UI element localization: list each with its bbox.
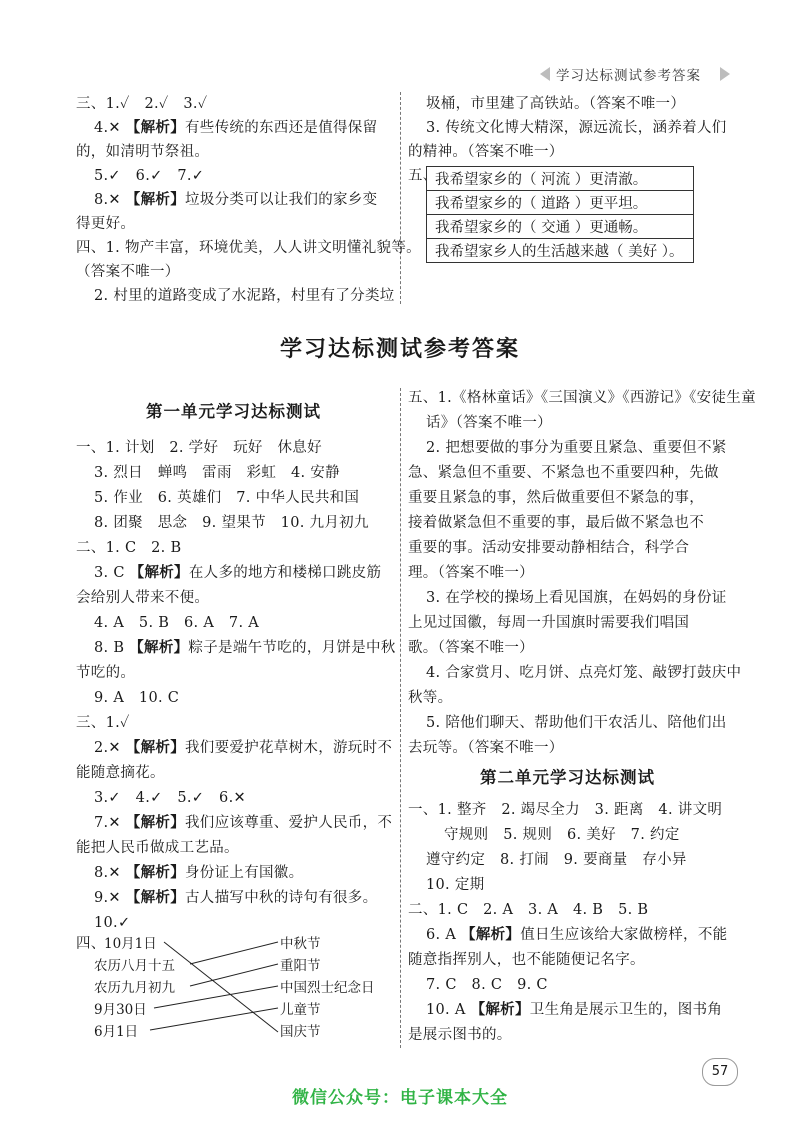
match-right-item: 国庆节 bbox=[280, 1024, 321, 1040]
answer-line: 3. 烈日 蝉鸣 雷雨 彩虹 4. 安静 bbox=[94, 465, 340, 481]
answer-line: 接着做紧急但不重要的事，最后做不紧急也不 bbox=[408, 515, 704, 531]
answer-line: 守规则 5. 规则 6. 美好 7. 约定 bbox=[444, 827, 680, 843]
wish-table-cell: 我希望家乡人的生活越来越（ 美好 ）。 bbox=[427, 239, 694, 263]
answer-line: 理。（答案不唯一） bbox=[408, 565, 534, 581]
matching-diagram bbox=[80, 930, 400, 1040]
answer-line: 三、1.✓ 2.✓ 3.✓ bbox=[76, 96, 208, 112]
answer-line: 3. C 【解析】在人多的地方和楼梯口跳皮筋 bbox=[94, 564, 382, 581]
answer-line: 节吃的。 bbox=[76, 665, 136, 681]
answer-line: 2. 把想要做的事分为重要且紧急、重要但不紧 bbox=[426, 440, 727, 456]
answer-line: 一、1. 整齐 2. 竭尽全力 3. 距离 4. 讲文明 bbox=[408, 802, 723, 818]
analysis-marker: 【解析】 bbox=[125, 191, 185, 208]
answer-line: 7. C 8. C 9. C bbox=[426, 977, 548, 993]
header-right-triangle-icon bbox=[720, 67, 730, 81]
wish-table-cell: 我希望家乡的（ 道路 ）更平坦。 bbox=[427, 191, 694, 215]
section-label: 四、 bbox=[76, 936, 106, 952]
answer-line: 遵守约定 8. 打闹 9. 要商量 存小异 bbox=[426, 852, 687, 868]
answer-line: 9. A 10. C bbox=[94, 690, 180, 706]
analysis-marker: 【解析】 bbox=[125, 864, 185, 881]
answer-line: 能随意摘花。 bbox=[76, 765, 165, 781]
match-line bbox=[190, 964, 278, 986]
answer-line: 6. A 【解析】值日生应该给大家做榜样，不能 bbox=[426, 926, 728, 943]
analysis-marker: 【解析】 bbox=[129, 639, 189, 656]
answer-line: 10.✓ bbox=[94, 915, 131, 931]
answer-line: 5.✓ 6.✓ 7.✓ bbox=[94, 168, 205, 184]
answer-line: 5. 作业 6. 英雄们 7. 中华人民共和国 bbox=[94, 490, 360, 506]
analysis-marker: 【解析】 bbox=[125, 119, 185, 136]
analysis-marker: 【解析】 bbox=[470, 1001, 530, 1018]
running-header-title: 学习达标测试参考答案 bbox=[556, 68, 701, 84]
answer-line: 8. B 【解析】粽子是端午节吃的，月饼是中秋 bbox=[94, 639, 396, 656]
running-header bbox=[540, 62, 730, 84]
answer-line: 秋等。 bbox=[408, 690, 453, 706]
answer-line: 重要的事。活动安排要动静相结合，科学合 bbox=[408, 540, 690, 556]
match-right-item: 儿童节 bbox=[280, 1002, 321, 1018]
answer-line: 去玩等。（答案不唯一） bbox=[408, 740, 564, 756]
page-number: 57 bbox=[702, 1058, 738, 1086]
answer-line: 会给别人带来不便。 bbox=[76, 590, 210, 606]
answer-line: 10. 定期 bbox=[426, 877, 485, 893]
analysis-marker: 【解析】 bbox=[129, 564, 189, 581]
top-column-divider bbox=[400, 92, 401, 304]
answer-line: 随意指挥别人，也不能随便记名字。 bbox=[408, 952, 645, 968]
answer-line: 5. 陪他们聊天、帮助他们干农活儿、陪他们出 bbox=[426, 715, 727, 731]
analysis-marker: 【解析】 bbox=[125, 814, 185, 831]
match-right-item: 中秋节 bbox=[280, 936, 321, 952]
answer-line: 4.✕ 【解析】有些传统的东西还是值得保留 bbox=[94, 119, 378, 136]
match-left-item: 10月1日 bbox=[104, 936, 157, 952]
answer-line: 4. A 5. B 6. A 7. A bbox=[94, 615, 260, 631]
match-left-item: 6月1日 bbox=[94, 1024, 139, 1040]
footer-watermark: 微信公众号：电子课本大全 bbox=[292, 1088, 508, 1108]
answer-line: （答案不唯一） bbox=[76, 264, 180, 280]
answer-line: 3.✓ 4.✓ 5.✓ 6.✕ bbox=[94, 790, 246, 806]
answer-line: 8. 团聚 思念 9. 望果节 10. 九月初九 bbox=[94, 515, 369, 531]
wish-table bbox=[426, 166, 694, 263]
analysis-marker: 【解析】 bbox=[461, 926, 521, 943]
match-line bbox=[154, 986, 278, 1008]
answer-line: 二、1. C 2. A 3. A 4. B 5. B bbox=[408, 902, 649, 918]
answer-line: 话》（答案不唯一） bbox=[426, 415, 552, 431]
match-left-item: 农历九月初九 bbox=[94, 980, 175, 996]
bottom-column-divider bbox=[400, 388, 401, 1048]
match-right-item: 重阳节 bbox=[280, 958, 321, 974]
answer-line: 是展示图书的。 bbox=[408, 1027, 512, 1043]
match-lines bbox=[80, 930, 400, 1040]
answer-line: 能把人民币做成工艺品。 bbox=[76, 840, 239, 856]
answer-line: 三、1.✓ bbox=[76, 715, 130, 731]
answer-line: 一、1. 计划 2. 学好 玩好 休息好 bbox=[76, 440, 322, 456]
answer-line: 四、1. 物产丰富，环境优美，人人讲文明懂礼貌等。 bbox=[76, 240, 421, 256]
answer-line: 圾桶，市里建了高铁站。（答案不唯一） bbox=[426, 96, 686, 112]
wish-table-cell: 我希望家乡的（ 河流 ）更清澈。 bbox=[427, 167, 694, 191]
match-left-item: 农历八月十五 bbox=[94, 958, 175, 974]
analysis-marker: 【解析】 bbox=[125, 889, 185, 906]
answer-line: 的精神。（答案不唯一） bbox=[408, 144, 564, 160]
answer-line: 3. 传统文化博大精深，源远流长，涵养着人们 bbox=[426, 120, 727, 136]
match-line bbox=[164, 942, 278, 1032]
match-line bbox=[150, 1008, 278, 1030]
answer-line: 五、1.《格林童话》《三国演义》《西游记》《安徒生童 bbox=[408, 390, 756, 406]
answer-line: 急、紧急但不重要、不紧急也不重要四种，先做 bbox=[408, 465, 719, 481]
answer-line: 4. 合家赏月、吃月饼、点亮灯笼、敲锣打鼓庆中 bbox=[426, 665, 742, 681]
header-left-triangle-icon bbox=[540, 67, 550, 81]
match-line bbox=[190, 942, 278, 964]
answer-line: 的，如清明节祭祖。 bbox=[76, 144, 210, 160]
answer-line: 二、1. C 2. B bbox=[76, 540, 182, 556]
analysis-marker: 【解析】 bbox=[125, 739, 185, 756]
answer-line: 得更好。 bbox=[76, 216, 136, 232]
answer-line: 9.✕ 【解析】古人描写中秋的诗句有很多。 bbox=[94, 889, 378, 906]
answer-line: 8.✕ 【解析】身份证上有国徽。 bbox=[94, 864, 304, 881]
answer-line: 2. 村里的道路变成了水泥路，村里有了分类垃 bbox=[94, 288, 395, 304]
page-title: 学习达标测试参考答案 bbox=[279, 337, 520, 362]
answer-line: 歌。（答案不唯一） bbox=[408, 640, 534, 656]
section-label: 五、 bbox=[408, 168, 438, 184]
wish-table-cell: 我希望家乡的（ 交通 ）更通畅。 bbox=[427, 215, 694, 239]
answer-line: 10. A 【解析】卫生角是展示卫生的，图书角 bbox=[426, 1001, 723, 1018]
match-right-item: 中国烈士纪念日 bbox=[280, 980, 375, 996]
match-left-item: 9月30日 bbox=[94, 1002, 147, 1018]
answer-line: 3. 在学校的操场上看见国旗，在妈妈的身份证 bbox=[426, 590, 727, 606]
answer-line: 重要且紧急的事，然后做重要但不紧急的事， bbox=[408, 490, 704, 506]
answer-line: 上见过国徽，每周一升国旗时需要我们唱国 bbox=[408, 615, 690, 631]
answer-line: 8.✕ 【解析】垃圾分类可以让我们的家乡变 bbox=[94, 191, 378, 208]
unit-2-title: 第二单元学习达标测试 bbox=[480, 768, 655, 787]
answer-line: 2.✕ 【解析】我们要爱护花草树木，游玩时不 bbox=[94, 739, 393, 756]
answer-line: 7.✕ 【解析】我们应该尊重、爱护人民币，不 bbox=[94, 814, 393, 831]
unit-1-title: 第一单元学习达标测试 bbox=[146, 402, 321, 421]
